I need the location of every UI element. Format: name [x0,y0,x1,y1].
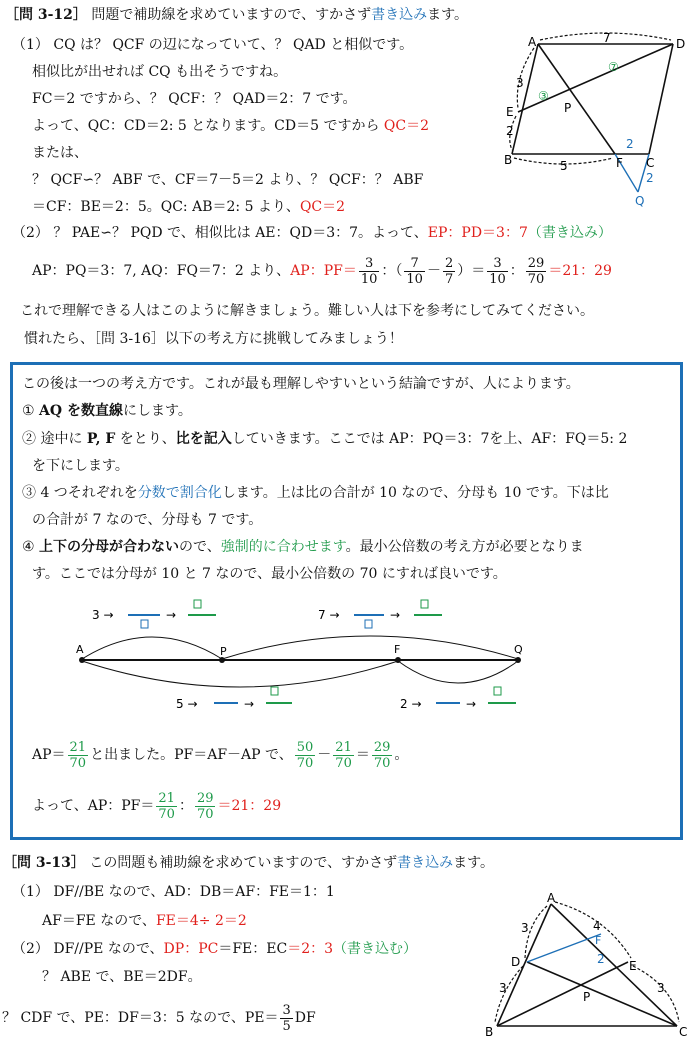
length-eb: 2 [506,124,514,138]
answer-qc: QC＝2 [383,118,430,134]
label-f: F [394,643,401,656]
vertex-d: D [511,955,521,969]
label-p: P [220,645,227,658]
problem-3-12-heading: ［問 3-12］ 問題で補助線を求めていますので、すかさず書き込みます。 [5,7,468,23]
vertex-d: D [676,37,686,51]
answer-qc-alt: QC＝2 [299,199,346,215]
point-q [515,657,521,663]
step-1: ① AQ を数直線にします。 [22,403,192,419]
q1-line-2: 相似比が出せれば CQ も出そうですね。 [32,64,288,80]
note-line-1: これで理解できる人はこのように解きましょう。難しい人は下を参考にしてみてください。 [20,303,594,319]
fraction: $\frac{29}{70}$ [527,255,545,287]
p313-q2-line-2: ？ ABE で、BE＝2DF。 [42,969,202,985]
vertex-e: E [506,105,514,119]
p313-q2-line-3: ？ CDF で、PE：DF＝3：5 なので、PE＝ $\frac{3}{5}$ DF [2,1002,316,1034]
answer-ap-pf: ＝21：29 [548,263,612,279]
fraction: $\frac{29}{70}$ [196,790,214,822]
problem-label: ［問 3-12］ [5,7,87,23]
number-line-diagram [70,595,540,720]
result-line-2: よって、AP：PF＝ $\frac{21}{70}$ ： $\frac{29}{70}$ ＝21：29 [32,790,282,822]
step-4: ④ 上下の分母が合わないので、強制的に合わせます。最小公倍数の考え方が必要となりま [22,539,584,555]
length-fe: 2 [597,952,605,966]
q1-line-7: ＝CF：BE＝2：5。QC: AB＝2: 5 より、QC＝2 [32,199,346,215]
ratio-2: 2 → [400,697,422,711]
length-db: 3 [499,981,507,995]
q1-line-5: または、 [32,145,88,161]
note-line-2: 慣れたら、［問 3-16］以下の考え方に挑戦してみましょう！ [24,331,403,347]
length-ae: 3 [516,76,524,90]
circled-7: ⑦ [608,60,619,74]
vertex-b: B [504,153,513,167]
problem-label: ［問 3-13］ [3,855,85,871]
circled-3: ③ [538,89,549,103]
vertex-b: B [485,1025,494,1039]
vertex-f: F [595,934,602,947]
point-a [79,657,85,663]
fraction: $\frac{21}{70}$ [69,739,87,771]
step-3: ③ 4 つそれぞれを分数で割合化します。上は比の合計が 10 なので、分母も 10 です。下は比 [22,485,609,501]
vertex-p: P [564,101,572,115]
step-3-cont: の合計が 7 なので、分母も 7 です。 [32,512,263,528]
fraction: $\frac{3}{5}$ [282,1002,291,1034]
ratio-7: 7 → [318,608,340,622]
point-f [395,657,401,663]
svg-text:→: → [466,697,477,711]
q2-line-2: AP：PQ＝3：7, AQ：FQ＝7：2 より、AP：PF＝ $\frac{3}{10}$ ：（ $\frac{7}{10}$ － $\frac{2}{7}$ ）＝ $\frac{3}{10}$ ： $\frac{29}{70}$ ＝21：29 [32,255,612,287]
q1-line-6: ？ QCF∽？ ABF で、CF＝7－5＝2 より、？ QCF：？ ABF [32,172,424,188]
problem-3-13-heading: ［問 3-13］ この問題も補助線を求めていますので、すかさず書き込みます。 [3,855,494,871]
q1-line-4: よって、QC：CD＝2: 5 となります。CD＝5 ですから QC＝2 [32,118,430,134]
vertex-c: C [679,1025,688,1039]
answer-ep-pd: EP：PD＝3：7 [427,225,528,241]
length-cq: 2 [646,171,654,185]
vertex-f: F [616,156,623,170]
answer-dp-pc: ＝2：3 [287,941,334,957]
fraction: $\frac{2}{7}$ [444,255,454,287]
length-fc: 2 [626,137,634,151]
fraction: $\frac{3}{10}$ [489,255,506,287]
fraction: $\frac{3}{10}$ [360,255,378,287]
step-2-cont: を下にします。 [32,458,129,474]
ratio-3: 3 → [92,608,114,622]
ratio-5: 5 → [176,697,198,711]
q1-line-3: FC＝2 ですから、？ QCF：？ QAD＝2：7 です。 [32,91,357,107]
q2-line-1: （2） ？ PAE∽？ PQD で、相似比は AE：QD＝3：7。よって、EP：PD＝3：7（書き込み） [12,225,612,241]
box-line-1: この後は一つの考え方です。これが最も理解しやすいという結論ですが、人によります。 [22,376,580,392]
keyword-write-in: 書き込み [371,7,428,23]
fraction: $\frac{7}{10}$ [406,255,423,287]
result-line-1: AP＝ $\frac{21}{70}$ と出ました。PF＝AF－AP で、 $\frac{50}{70}$ － $\frac{21}{70}$ ＝ $\frac{29}{70}$ 。 [32,739,409,771]
vertex-a: A [528,35,537,49]
vertex-p: P [583,990,591,1004]
length-bf: 5 [560,159,568,173]
step-4-cont: す。ここでは分母が 10 と 7 なので、最小公倍数の 70 にすれば良いです。 [32,566,507,582]
vertex-a: A [547,891,556,905]
svg-text:→: → [244,697,255,711]
fraction: $\frac{21}{70}$ [158,790,175,822]
step-2: ② 途中に P, F をとり、比を記入していきます。ここでは AP：PQ＝3：7を上、AF：FQ＝5: 2 [22,431,628,447]
q1-line-1: （1） CQ は？ QCF の辺になっていて、？ QAD と相似です。 [12,37,414,53]
vertex-e: E [629,959,637,973]
p313-q2-line-1: （2） DF//PE なので、DP：PC＝FE：EC＝2：3（書き込む） [12,941,418,957]
fraction: $\frac{50}{70}$ [296,739,314,771]
fraction: $\frac{21}{70}$ [335,739,352,771]
length-af: 4 [593,919,601,933]
label-q: Q [514,643,523,656]
fraction: $\frac{29}{70}$ [373,739,391,771]
figure-3-12 [498,32,693,212]
vertex-q: Q [635,194,645,208]
keyword-write-in: 書き込み [397,855,454,871]
p313-q1-line-2: AF＝FE なので、FE＝4÷ 2＝2 [42,913,247,929]
length-ec: 3 [657,981,665,995]
vertex-c: C [646,156,655,170]
svg-text:→: → [390,608,401,622]
auxiliary-line-df [527,934,601,962]
answer-final: ＝21：29 [217,798,282,814]
figure-3-13 [483,890,693,1040]
answer-fe: FE＝4÷ 2＝2 [155,913,247,929]
svg-text:→: → [166,608,177,622]
length-ad: 7 [603,32,611,45]
label-a: A [76,643,84,656]
length-ad: 3 [521,921,529,935]
p313-q1-line-1: （1） DF//BE なので、AD：DB＝AF：FE＝1：1 [12,884,335,900]
